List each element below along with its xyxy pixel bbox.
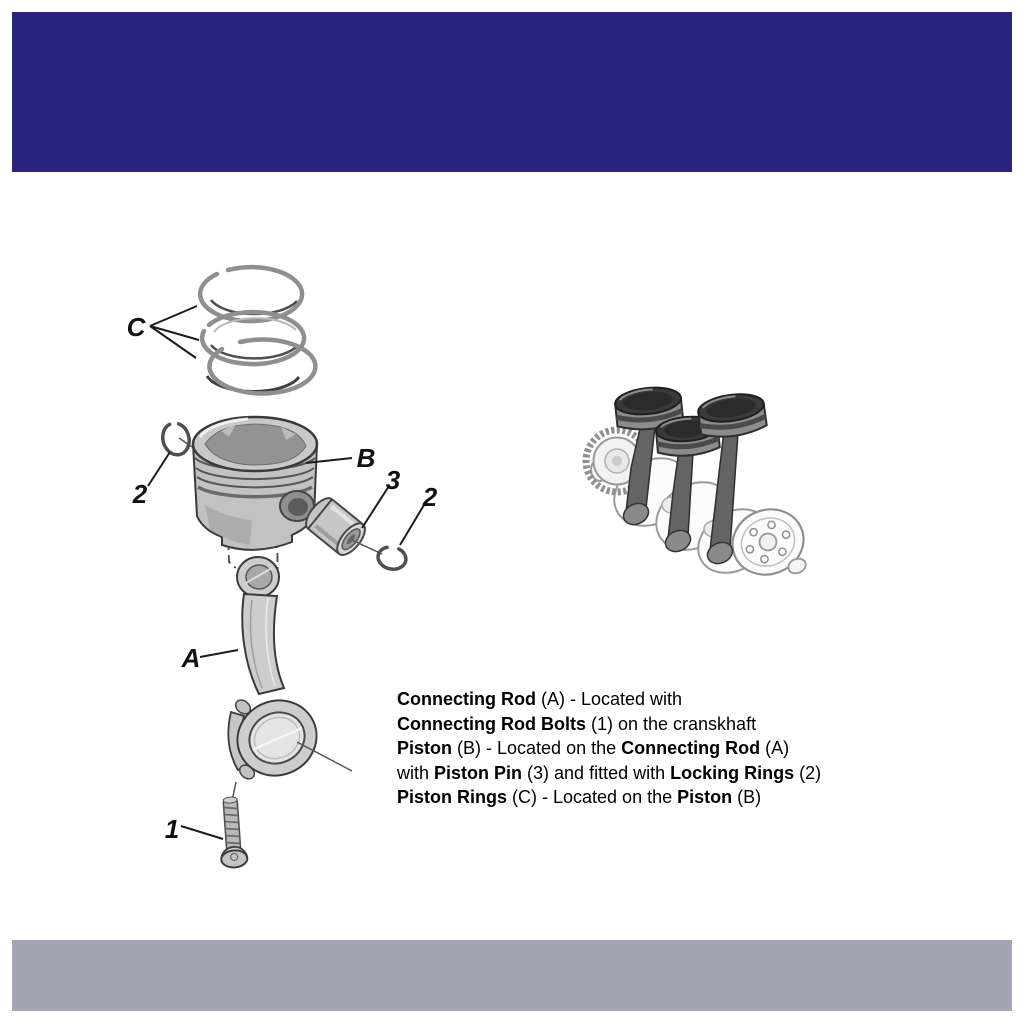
parts-description <box>397 687 902 810</box>
description-line <box>397 712 902 737</box>
description-text: (B) <box>732 787 762 807</box>
description-line <box>397 785 902 810</box>
description-part-name: Connecting Rod Bolts <box>397 713 586 734</box>
description-text: with <box>397 762 435 783</box>
footer-band <box>12 940 1012 1011</box>
description-part-name: Piston <box>397 738 453 758</box>
bolt-illustration <box>217 796 248 868</box>
description-line <box>397 736 902 761</box>
description-part-name: Piston Rings <box>397 787 508 807</box>
leader-bolt <box>181 826 223 839</box>
label-locking-ring-left: 2 <box>132 479 148 509</box>
piston-illustration <box>179 417 320 550</box>
leader-connecting-rod <box>200 650 238 657</box>
label-connecting-rod: A <box>181 643 201 673</box>
description-part-name: Connecting Rod <box>621 738 761 758</box>
description-text: (A) - Located with <box>535 689 683 709</box>
description-line <box>397 761 902 786</box>
description-text: (1) on the cranskhaft <box>585 713 757 734</box>
description-line <box>397 687 902 712</box>
connecting-rod-illustration <box>225 557 352 788</box>
description-text: (C) - Located on the <box>507 787 678 807</box>
description-text: (A) <box>760 738 790 758</box>
description-part-name: Piston Pin <box>434 762 523 783</box>
piston-rings-leader-lines <box>150 306 199 358</box>
description-text: (2) <box>794 762 822 783</box>
leader-locking-ring-left <box>148 452 170 486</box>
label-piston: B <box>356 443 376 473</box>
description-part-name: Connecting Rod <box>397 689 536 709</box>
label-piston-pin: 3 <box>385 465 401 495</box>
crankshaft-assembly-illustration <box>586 385 813 586</box>
label-locking-ring-right: 2 <box>422 482 438 512</box>
description-part-name: Piston <box>677 787 733 807</box>
piston-rings-illustration <box>200 267 315 393</box>
description-part-name: Locking Rings <box>670 762 795 783</box>
label-connecting-rod-bolt: 1 <box>164 814 180 844</box>
label-piston-rings: C <box>126 312 146 342</box>
leader-locking-ring-right <box>400 505 424 545</box>
description-text: (3) and fitted with <box>522 762 671 783</box>
description-text: (B) - Located on the <box>452 738 622 758</box>
locking-ring-left-illustration <box>159 420 192 457</box>
locking-ring-right-illustration <box>376 545 408 572</box>
